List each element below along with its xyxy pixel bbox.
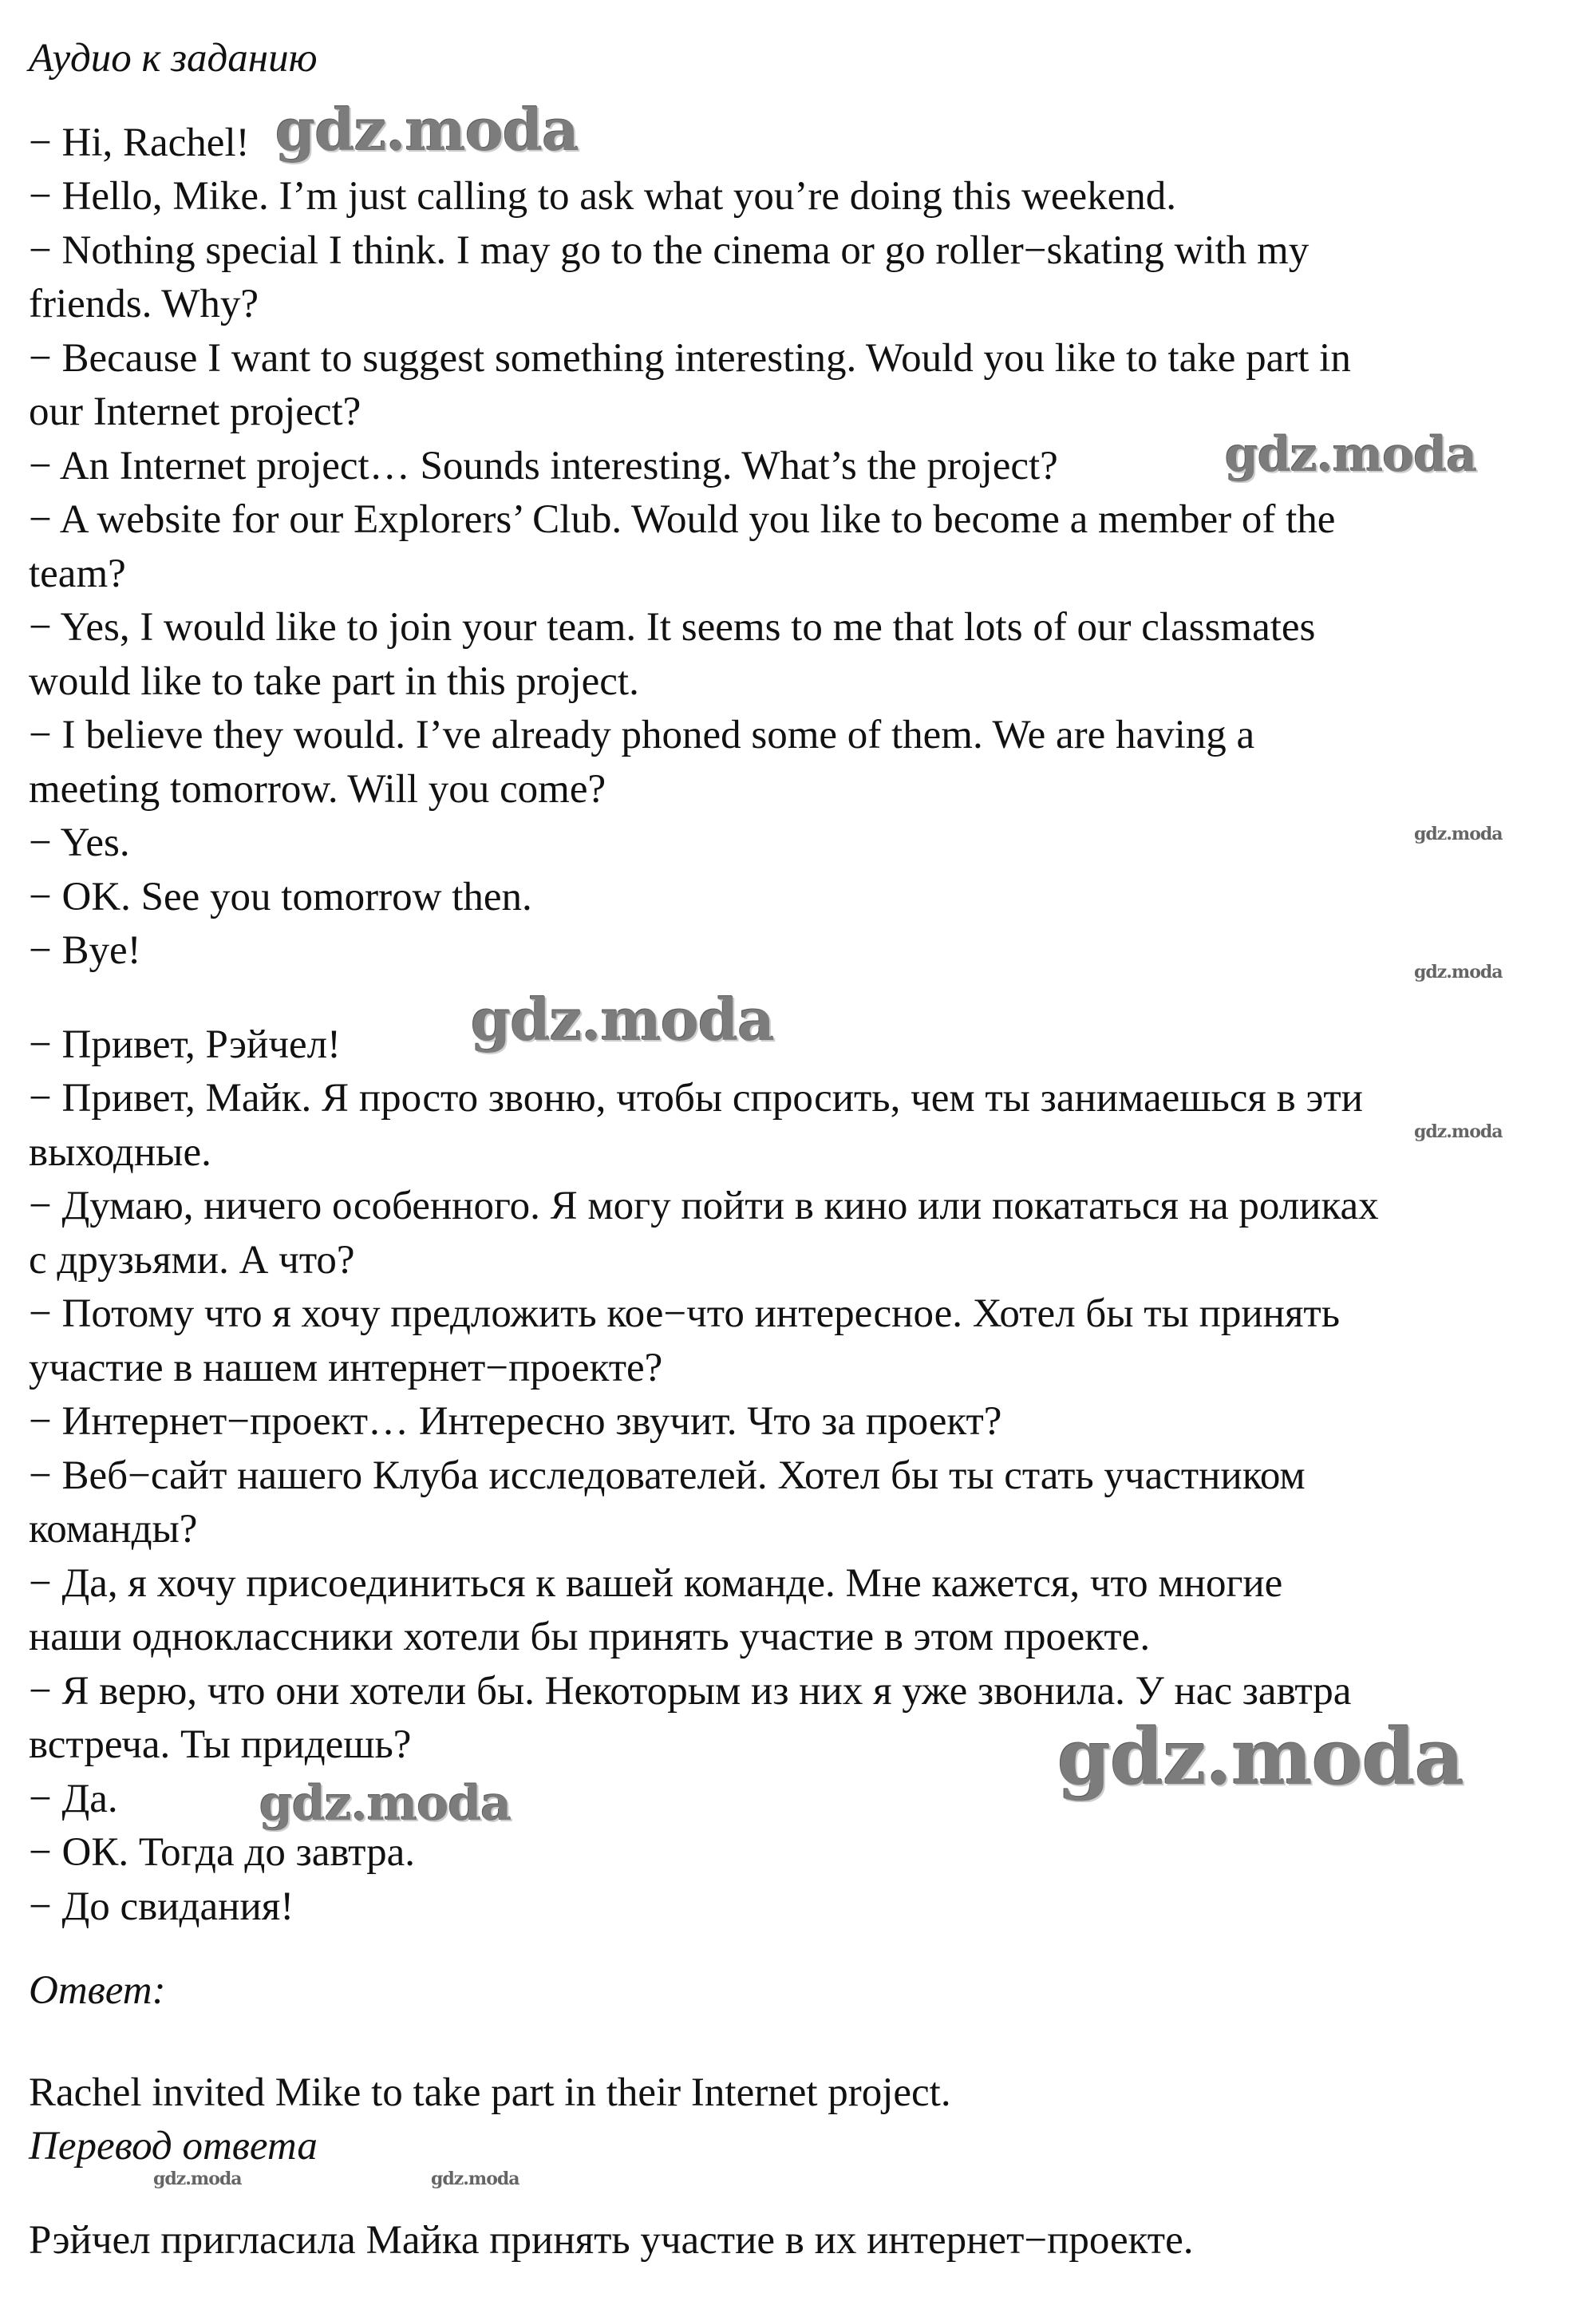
dialogue-line: − Bye! (29, 928, 141, 973)
watermark-logo: gdz.moda (1414, 962, 1503, 983)
watermark-logo: gdz.moda (1225, 427, 1477, 483)
dialogue-line: − Hi, Rachel! (29, 120, 250, 165)
dialogue-english (29, 117, 1585, 979)
watermark-logo: gdz.moda (259, 1776, 512, 1832)
watermark-logo: gdz.moda (431, 2169, 519, 2189)
answer-text: Rachel invited Mike to take part in their Internet project. (29, 2070, 951, 2115)
dialogue-line: − До свидания! (29, 1884, 294, 1929)
dialogue-line: − Привет, Майк. Я просто звоню, чтобы спросить, чем ты занимаешься в эти (29, 1076, 1363, 1121)
dialogue-line: − Я верю, что они хотели бы. Некоторым из них я уже звонила. У нас завтра (29, 1668, 1352, 1714)
dialogue-line: встреча. Ты придешь? (29, 1722, 412, 1767)
dialogue-line: − Интернет−проект… Интересно звучит. Что за проект? (29, 1399, 1002, 1444)
dialogue-line: − Да. (29, 1776, 118, 1821)
watermark-logo: gdz.moda (275, 96, 579, 164)
dialogue-line: участие в нашем интернет−проекте? (29, 1345, 663, 1390)
answer-heading: Ответ: (29, 1968, 166, 2013)
watermark-logo: gdz.moda (1414, 824, 1503, 844)
dialogue-line: − Веб−сайт нашего Клуба исследователей. Хотел бы ты стать участником (29, 1453, 1306, 1498)
dialogue-line: выходные. (29, 1129, 211, 1175)
dialogue-line: − Nothing special I think. I may go to the cinema or go roller−skating with my (29, 227, 1310, 273)
dialogue-line: would like to take part in this project. (29, 658, 639, 704)
dialogue-line: − Потому что я хочу предложить кое−что интересное. Хотел бы ты принять (29, 1291, 1340, 1336)
dialogue-line: наши одноклассники хотели бы принять участие в этом проекте. (29, 1615, 1151, 1659)
translation-text: Рэйчел пригласила Майка принять участие в их интернет−проекте. (29, 2217, 1194, 2263)
dialogue-line: с друзьями. А что? (29, 1237, 355, 1283)
dialogue-line: meeting tomorrow. Will you come? (29, 766, 606, 812)
dialogue-line: − Привет, Рэйчел! (29, 1022, 342, 1067)
document-page (29, 32, 1585, 2267)
dialogue-line: − A website for our Explorers’ Club. Would you like to become a member of the (29, 497, 1336, 542)
dialogue-line: − Думаю, ничего особенного. Я могу пойти в кино или покататься на роликах (29, 1184, 1379, 1228)
dialogue-line: − Because I want to suggest something interesting. Would you like to take part in (29, 335, 1351, 381)
dialogue-line: − An Internet project… Sounds interesting. What’s the project? (29, 443, 1058, 488)
watermark-logo: gdz.moda (153, 2169, 242, 2189)
dialogue-line: − Hello, Mike. I’m just calling to ask what you’re doing this weekend. (29, 174, 1177, 219)
dialogue-line: friends. Why? (29, 282, 259, 326)
watermark-logo: gdz.moda (471, 986, 774, 1054)
dialogue-line: our Internet project? (29, 389, 361, 434)
dialogue-line: − ОК. Тогда до завтра. (29, 1830, 415, 1875)
watermark-logo: gdz.moda (1414, 1121, 1503, 1142)
dialogue-line: − Yes, I would like to join your team. It seems to me that lots of our classmates (29, 605, 1316, 650)
dialogue-line: − Yes. (29, 820, 130, 865)
dialogue-line: team? (29, 551, 126, 596)
dialogue-line: − Да, я хочу присоединиться к вашей команде. Мне кажется, что многие (29, 1560, 1283, 1606)
watermark-logo: gdz.moda (1057, 1712, 1464, 1802)
translation-heading: Перевод ответа (29, 2124, 318, 2169)
audio-heading: Аудио к заданию (29, 36, 318, 81)
dialogue-line: − OK. See you tomorrow then. (29, 874, 532, 919)
dialogue-line: − I believe they would. I’ve already phoned some of them. We are having a (29, 713, 1255, 757)
dialogue-line: команды? (29, 1507, 198, 1552)
